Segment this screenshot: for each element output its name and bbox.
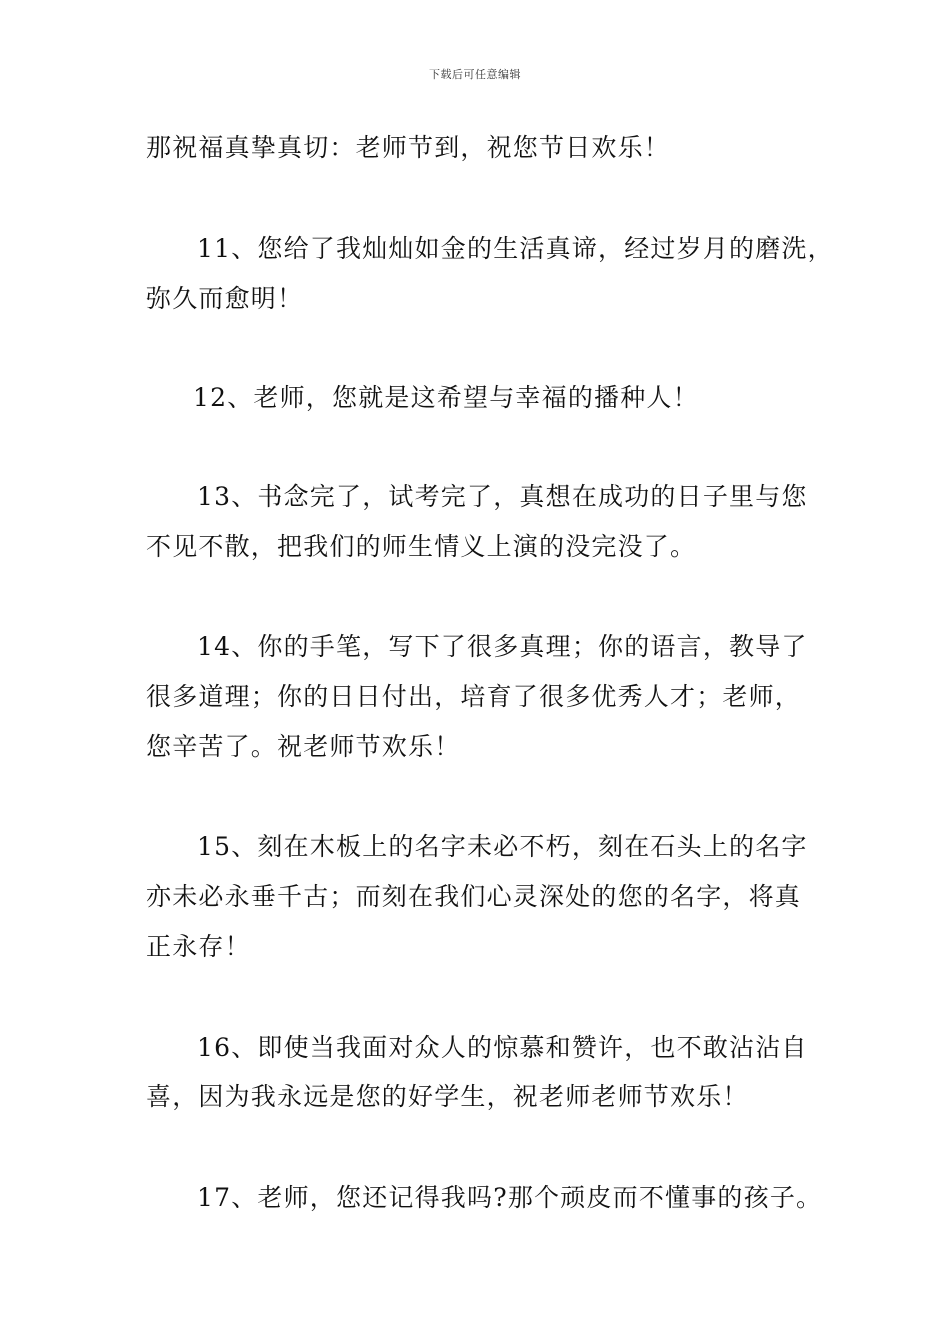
paragraph-15-line-3: 正永存！ bbox=[146, 932, 251, 961]
paragraph-16-line-1: 16、即使当我面对众人的惊慕和赞许，也不敢沾沾自 bbox=[197, 1033, 808, 1062]
paragraph-16-line-2: 喜，因为我永远是您的好学生，祝老师老师节欢乐！ bbox=[146, 1082, 749, 1111]
paragraph-14-line-3: 您辛苦了。祝老师节欢乐！ bbox=[146, 732, 461, 761]
paragraph-14-line-2: 很多道理；你的日日付出，培育了很多优秀人才；老师， bbox=[146, 682, 802, 711]
paragraph-15-line-1: 15、刻在木板上的名字未必不朽，刻在石头上的名字 bbox=[197, 832, 808, 861]
paragraph-12-line-1: 12、老师，您就是这希望与幸福的播种人！ bbox=[193, 383, 699, 412]
paragraph-15-line-2: 亦未必永垂千古；而刻在我们心灵深处的您的名字，将真 bbox=[146, 882, 802, 911]
paragraph-11-line-2: 弥久而愈明！ bbox=[146, 284, 304, 313]
paragraph-14-line-1: 14、你的手笔，写下了很多真理；你的语言，教导了 bbox=[197, 632, 808, 661]
paragraph-11-line-1: 11、您给了我灿灿如金的生活真谛，经过岁月的磨洗， bbox=[197, 234, 834, 263]
paragraph-10-line-1: 那祝福真挚真切：老师节到，祝您节日欢乐！ bbox=[146, 133, 671, 162]
paragraph-13-line-1: 13、书念完了，试考完了，真想在成功的日子里与您 bbox=[197, 482, 808, 511]
page-header: 下载后可任意编辑 bbox=[429, 68, 521, 81]
paragraph-17-line-1: 17、老师，您还记得我吗?那个顽皮而不懂事的孩子。 bbox=[197, 1183, 823, 1212]
paragraph-13-line-2: 不见不散，把我们的师生情义上演的没完没了。 bbox=[146, 532, 697, 561]
